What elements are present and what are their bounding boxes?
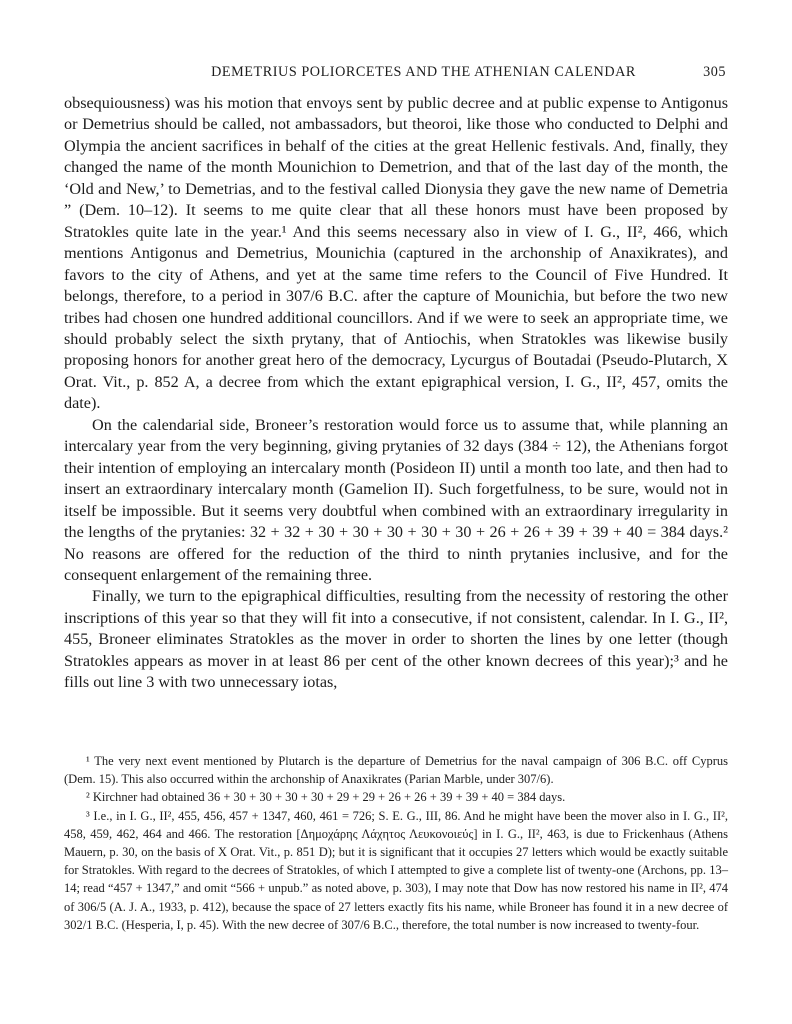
footnote-3: ³ I.e., in I. G., II², 455, 456, 457 + 1347, 460, 461 = 726; S. E. G., III, 86. And he might have been the mover also in I. G., II², 458, 459, 462, 464 and 466. The restoration [Δημοχάρης Λάχητος Λευκονοιεύς] in I. G., II², 463, is due to Frickenhaus (Athens Mauern, p. 30, on the basis of X Orat. Vit., p. 851 D); but it is significant that it occupies 27 letters which would be exactly suitable for Stratokles. With regard to the decrees of Stratokles, of which I attempted to give a complete list of twenty-one (Archons, pp. 13–14; read “457 + 1347,” and omit “566 + unpub.” as noted above, p. 303), I may note that Dow has now restored his name in II², 474 of 306/5 (A. J. A., 1933, p. 412), because the space of 27 letters exactly fits his name, while Broneer has found it in a new decree of 302/1 B.C. (Hesperia, I, p. 45). With the new decree of 307/6 B.C., therefore, the total number is now increased to twenty-four. <box>64 808 728 932</box>
paragraph-continued: obsequiousness) was his motion that envoys sent by public decree and at public expense to Antigonus or Demetrius should be called, not ambassadors, but theoroi, like those who conducted to Delphi and Olympia the ancient sacrifices in behalf of the cities at the great Hellenic festivals. And, finally, they changed the name of the month Mounichion to Demetrion, and that of the last day of the month, the ‘Old and New,’ to Demetrias, and to the festival called Dionysia they gave the new name of Demetria ” (Dem. 10–12). It seems to me quite clear that all these honors must have been proposed by Stratokles quite late in the year.¹ And this seems necessary also in view of I. G., II², 466, which mentions Antigonus and Demetrius, Mounichia (captured in the archonship of Anaxikrates), and favors to the city of Athens, and yet at the same time refers to the Council of Five Hundred. It belongs, therefore, to a period in 307/6 B.C. after the capture of Mounichia, but before the two new tribes had chosen one hundred additional councillors. And if we were to seek an appropriate time, we should probably select the sixth prytany, that of Antiochis, when Stratokles was likewise busily proposing honors for another great hero of the democracy, Lycurgus of Boutadai (Pseudo-Plutarch, X Orat. Vit., p. 852 A, a decree from which the extant epigraphical version, I. G., II², 457, omits the date). <box>64 94 728 413</box>
footnotes <box>64 752 728 934</box>
running-title: DEMETRIUS POLIORCETES AND THE ATHENIAN CALENDAR <box>211 64 636 80</box>
paragraph-calendarial: On the calendarial side, Broneer’s restoration would force us to assume that, while planning an intercalary year from the very beginning, giving prytanies of 32 days (384 ÷ 12), the Athenians forgot their intention of employing an intercalary month (Posideon II) until a month too late, and then had to insert an extraordinary intercalary month (Gamelion II). Such forgetfulness, to be sure, would not in itself be impossible. But it seems very doubtful when combined with an extraordinary irregularity in the lengths of the prytanies: 32 + 32 + 30 + 30 + 30 + 30 + 30 + 26 + 26 + 39 + 39 + 40 = 384 days.² No reasons are offered for the reduction of the third to ninth prytanies inclusive, and for the consequent enlargement of the remaining three. <box>64 415 728 584</box>
footnote-2: ² Kirchner had obtained 36 + 30 + 30 + 30 + 30 + 29 + 29 + 26 + 26 + 39 + 39 + 40 = 384 days. <box>86 790 566 805</box>
paragraph-epigraphical: Finally, we turn to the epigraphical difficulties, resulting from the necessity of restoring the other inscriptions of this year so that they will fit into a consecutive, if not consistent, calendar. In I. G., II², 455, Broneer eliminates Stratokles as the mover in order to shorten the lines by one letter (though Stratokles appears as mover in at least 86 per cent of the other known decrees of this year);³ and he fills out line 3 with two unnecessary iotas, <box>64 587 728 692</box>
main-text <box>64 93 728 694</box>
running-header <box>64 64 726 81</box>
footnote-1: ¹ The very next event mentioned by Plutarch is the departure of Demetrius for the naval campaign of 306 B.C. off Cyprus (Dem. 15). This also occurred within the archonship of Anaxikrates (Parian Marble, under 307/6). <box>64 754 728 787</box>
page-number: 305 <box>703 64 726 80</box>
